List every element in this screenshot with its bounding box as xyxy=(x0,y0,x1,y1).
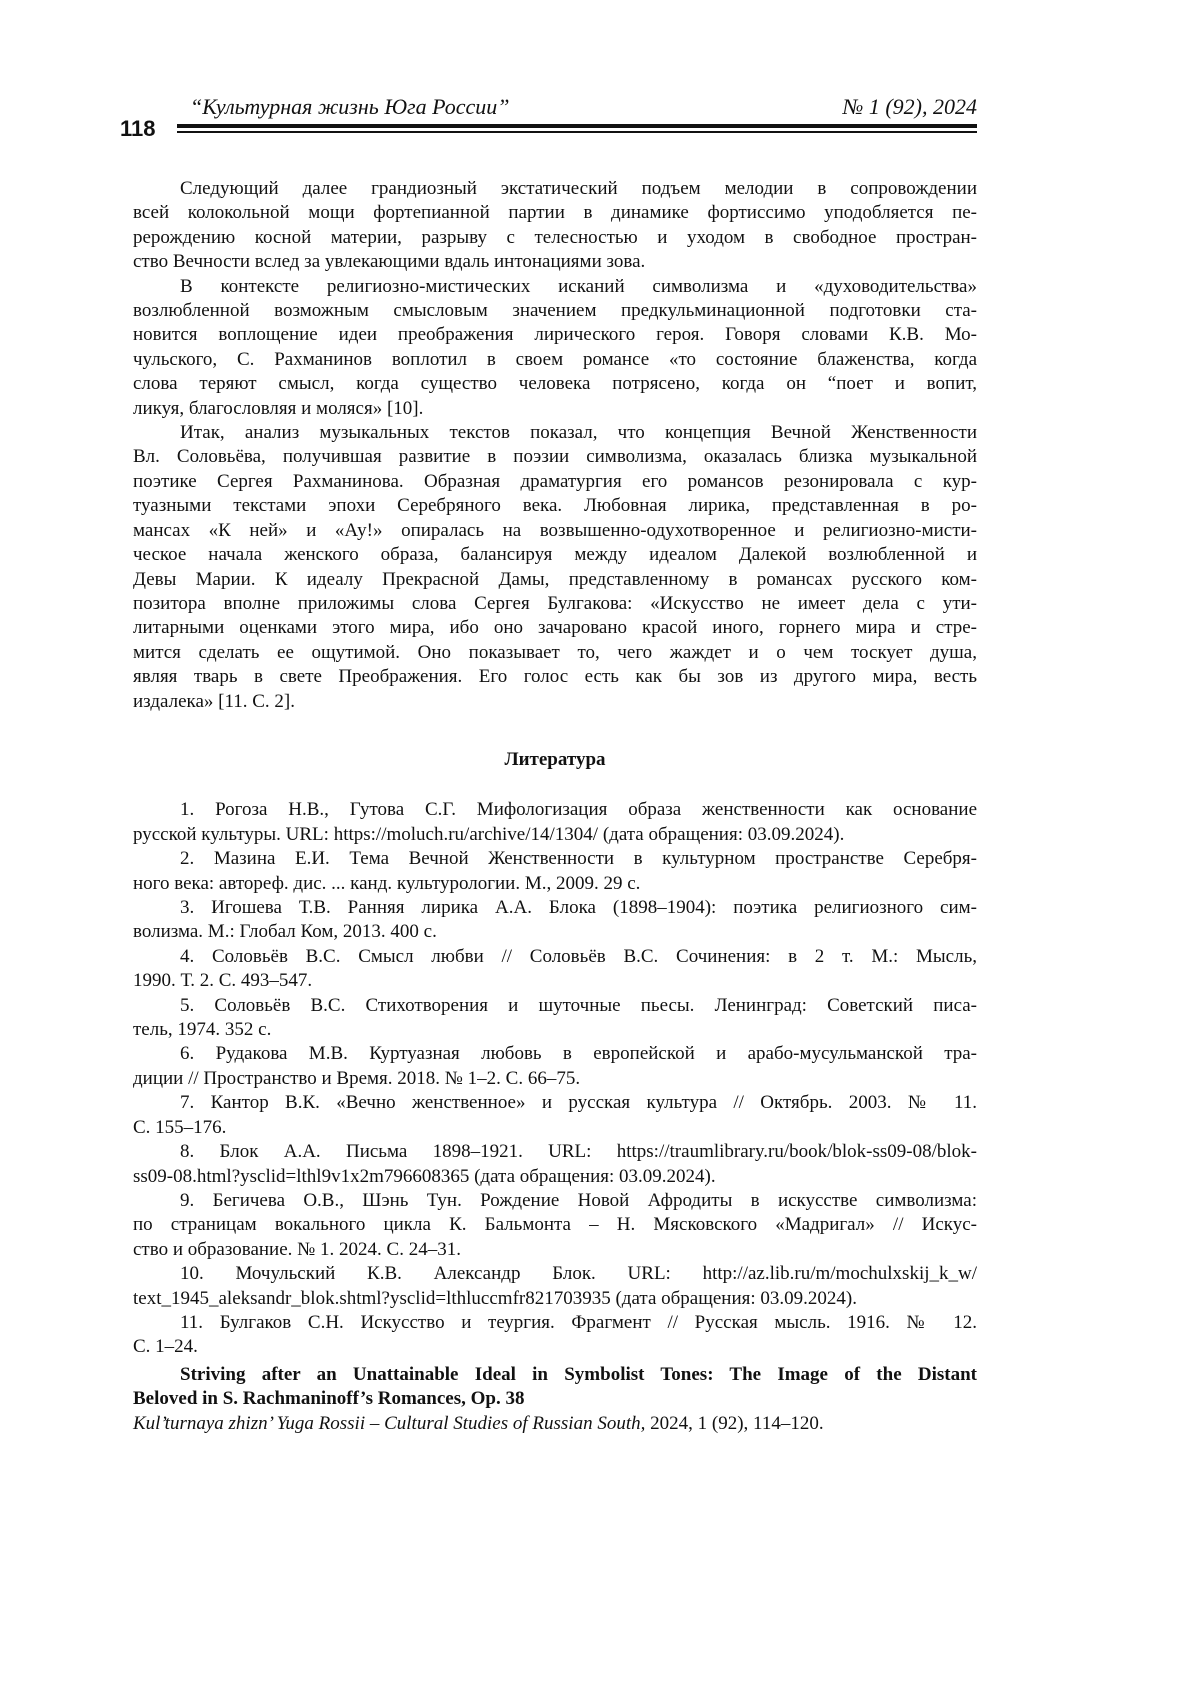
text-line: ликуя, благословляя и моляся» [10]. xyxy=(133,397,977,421)
text-line: волизма. М.: Глобал Ком, 2013. 400 с. xyxy=(133,920,977,944)
text-line: 9. Бегичева О.В., Шэнь Тун. Рождение Новой Афродиты в искусстве символизма: xyxy=(133,1189,977,1213)
text-line: 6. Рудакова М.В. Куртуазная любовь в европейской и арабо-мусульманской тра- xyxy=(133,1042,977,1066)
reference-item xyxy=(133,1262,977,1311)
text-line: 1. Рогоза Н.В., Гутова С.Г. Мифологизация образа женственности как основание xyxy=(133,798,977,822)
text-line: рерождению косной материи, разрыву с телесностью и уходом в свободное простран- xyxy=(133,226,977,250)
text-line: 2. Мазина Е.И. Тема Вечной Женственности в культурном пространстве Серебря- xyxy=(133,847,977,871)
text-line: ss09-08.html?ysclid=lthl9v1x2m796608365 (дата обращения: 03.09.2024). xyxy=(133,1165,977,1189)
reference-item xyxy=(133,1189,977,1262)
page-number: 118 xyxy=(120,116,156,142)
text-line: чульского, С. Рахманинов воплотил в своем романсе «то состояние блаженства, когда xyxy=(133,348,977,372)
text-line: новится воплощение идеи преображения лирического героя. Говоря словами К.В. Мо- xyxy=(133,323,977,347)
header-rule-thin xyxy=(177,131,977,133)
citation-details: 2024, 1 (92), 114–120. xyxy=(645,1413,823,1434)
journal-title: “Культурная жизнь Юга России” xyxy=(190,94,510,120)
text-line: мансах «К ней» и «Ау!» опиралась на возвышенно-одухотворенное и религиозно-мисти- xyxy=(133,519,977,543)
reference-item xyxy=(133,798,977,847)
header-rule-thick xyxy=(177,124,977,128)
english-abstract-header xyxy=(133,1363,977,1436)
text-line: Девы Марии. К идеалу Прекрасной Дамы, представленному в романсах русского ком- xyxy=(133,568,977,592)
citation-journal: Kul’turnaya zhizn’ Yuga Rossii – Cultural Studies of Russian South, xyxy=(133,1413,645,1434)
english-title-line: Striving after an Unattainable Ideal in Symbolist Tones: The Image of the Distant xyxy=(133,1363,977,1387)
reference-item xyxy=(133,994,977,1043)
english-title-line: Beloved in S. Rachmaninoff’s Romances, Op. 38 xyxy=(133,1387,977,1411)
body-text xyxy=(133,177,977,714)
text-line: Итак, анализ музыкальных текстов показал, что концепция Вечной Женственности xyxy=(133,421,977,445)
issue-number: № 1 (92), 2024 xyxy=(843,94,977,120)
text-line: мится сделать ее ощутимой. Оно показывает то, чего жаждет и о чем тоскует душа, xyxy=(133,641,977,665)
reference-item xyxy=(133,896,977,945)
text-line: Вл. Соловьёва, получившая развитие в поэзии символизма, оказалась близка музыкальной xyxy=(133,445,977,469)
text-line: ство и образование. № 1. 2024. С. 24–31. xyxy=(133,1238,977,1262)
text-line: являя тварь в свете Преображения. Его голос есть как бы зов из другого мира, весть xyxy=(133,665,977,689)
text-line: слова теряют смысл, когда существо человека потрясено, когда он “поет и вопит, xyxy=(133,372,977,396)
paragraph xyxy=(133,421,977,714)
text-line: С. 1–24. xyxy=(133,1335,977,1359)
text-line: поэтике Сергея Рахманинова. Образная драматургия его романсов резонировала с кур- xyxy=(133,470,977,494)
text-line: 3. Игошева Т.В. Ранняя лирика А.А. Блока (1898–1904): поэтика религиозного сим- xyxy=(133,896,977,920)
reference-item xyxy=(133,945,977,994)
paragraph xyxy=(133,275,977,421)
reference-item xyxy=(133,1311,977,1360)
text-line: 8. Блок А.А. Письма 1898–1921. URL: https://traumlibrary.ru/book/blok-ss09-08/blok- xyxy=(133,1140,977,1164)
paragraph xyxy=(133,177,977,275)
text-line: позитора вполне приложимы слова Сергея Булгакова: «Искусство не имеет дела с ути- xyxy=(133,592,977,616)
text-line: В контексте религиозно-мистических исканий символизма и «духоводительства» xyxy=(133,275,977,299)
reference-item xyxy=(133,847,977,896)
text-line: по страницам вокального цикла К. Бальмонта – Н. Мясковского «Мадригал» // Искус- xyxy=(133,1213,977,1237)
text-line: ческое начала женского образа, балансируя между идеалом Далекой возлюбленной и xyxy=(133,543,977,567)
text-line: ство Вечности вслед за увлекающими вдаль интонациями зова. xyxy=(133,250,977,274)
text-line: литарными оценками этого мира, ибо оно зачаровано красой иного, горнего мира и стре- xyxy=(133,616,977,640)
text-line: тель, 1974. 352 с. xyxy=(133,1018,977,1042)
text-line: 7. Кантор В.К. «Вечно женственное» и русская культура // Октябрь. 2003. № 11. xyxy=(133,1091,977,1115)
text-line: туазными текстами эпохи Серебряного века. Любовная лирика, представленная в ро- xyxy=(133,494,977,518)
references-section xyxy=(133,722,977,1360)
text-line: 5. Соловьёв В.С. Стихотворения и шуточные пьесы. Ленинград: Советский писа- xyxy=(133,994,977,1018)
text-line: 1990. Т. 2. С. 493–547. xyxy=(133,969,977,993)
text-line: С. 155–176. xyxy=(133,1116,977,1140)
text-line: 10. Мочульский К.В. Александр Блок. URL: http://az.lib.ru/m/mochulxskij_k_w/ xyxy=(133,1262,977,1286)
reference-item xyxy=(133,1042,977,1091)
text-line: ного века: автореф. дис. ... канд. культурологии. М., 2009. 29 с. xyxy=(133,872,977,896)
references-heading: Литература xyxy=(133,748,977,772)
text-line: Следующий далее грандиозный экстатический подъем мелодии в сопровождении xyxy=(133,177,977,201)
references-list xyxy=(133,798,977,1359)
text-line: издалека» [11. С. 2]. xyxy=(133,690,977,714)
text-line: диции // Пространство и Время. 2018. № 1–2. С. 66–75. xyxy=(133,1067,977,1091)
reference-item xyxy=(133,1091,977,1140)
reference-item xyxy=(133,1140,977,1189)
text-line: 4. Соловьёв В.С. Смысл любви // Соловьёв В.С. Сочинения: в 2 т. М.: Мысль, xyxy=(133,945,977,969)
text-line: русской культуры. URL: https://moluch.ru/archive/14/1304/ (дата обращения: 03.09.2024). xyxy=(133,823,977,847)
english-citation xyxy=(133,1412,977,1436)
text-line: text_1945_aleksandr_blok.shtml?ysclid=lthluccmfr821703935 (дата обращения: 03.09.2024). xyxy=(133,1287,977,1311)
text-line: 11. Булгаков С.Н. Искусство и теургия. Фрагмент // Русская мысль. 1916. № 12. xyxy=(133,1311,977,1335)
text-line: возлюбленной возможным смысловым значением предкульминационной подготовки ста- xyxy=(133,299,977,323)
text-line: всей колокольной мощи фортепианной партии в динамике фортиссимо уподобляется пе- xyxy=(133,201,977,225)
